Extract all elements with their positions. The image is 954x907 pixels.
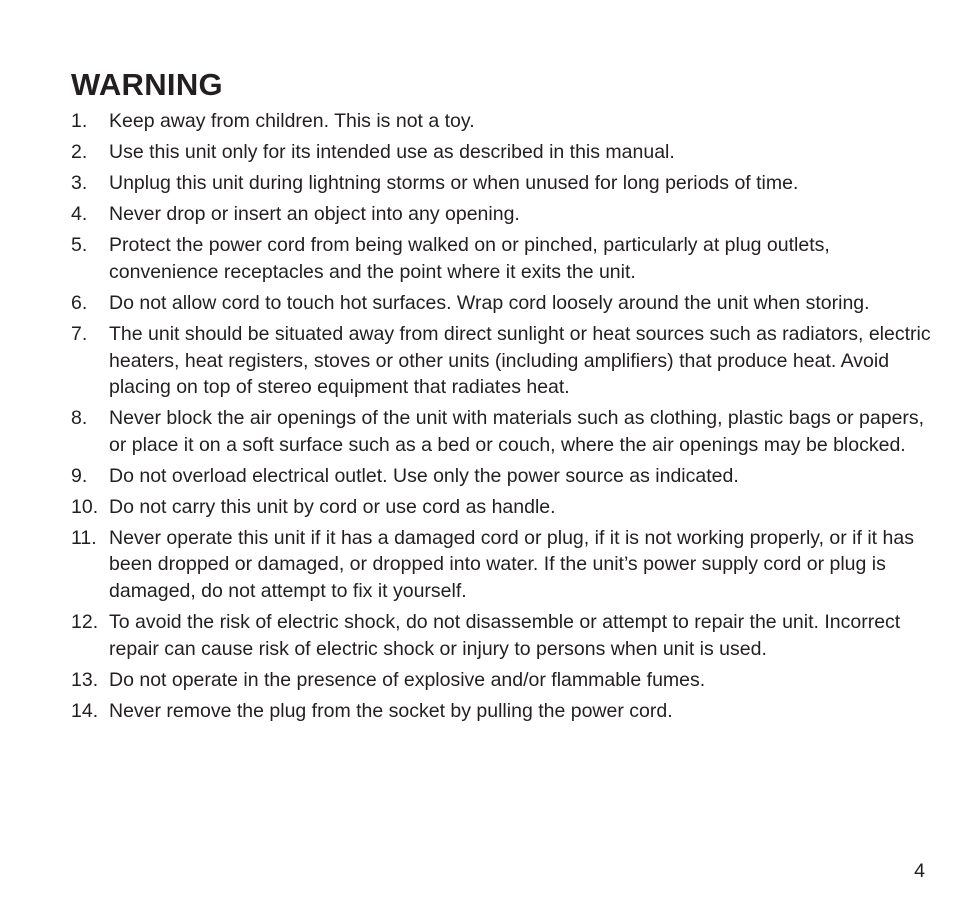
- list-item: [71, 139, 941, 166]
- list-item: [71, 698, 941, 725]
- item-text: Do not operate in the presence of explosive and/or flammable fumes.: [109, 668, 706, 691]
- list-item: [71, 609, 941, 662]
- list-item: [71, 201, 941, 228]
- item-text: Unplug this unit during lightning storms or when unused for long periods of time.: [109, 172, 799, 195]
- list-item: [71, 170, 941, 197]
- item-number: 12.: [71, 611, 99, 634]
- item-text: Never block the air openings of the unit with materials such as clothing, plastic bags or papers, or place it on a soft surface such as a bed or couch, where the air openings may be blocked.: [109, 407, 925, 456]
- list-item: [71, 321, 941, 401]
- item-number: 9.: [71, 464, 88, 487]
- list-item: [71, 463, 941, 490]
- item-number: 2.: [71, 141, 88, 164]
- item-text: Never drop or insert an object into any opening.: [109, 203, 520, 226]
- item-number: 6.: [71, 291, 88, 314]
- item-number: 4.: [71, 203, 88, 226]
- warning-list: [71, 108, 941, 729]
- list-item: [71, 232, 941, 285]
- item-text: Keep away from children. This is not a toy.: [109, 110, 475, 132]
- item-text: To avoid the risk of electric shock, do not disassemble or attempt to repair the unit. Incorrect repair can cause risk of electric shock or injury to persons when unit is used.: [109, 611, 901, 660]
- list-item: [71, 494, 941, 521]
- item-number: 8.: [71, 407, 88, 430]
- list-item: [71, 525, 941, 605]
- item-number: 3.: [71, 172, 88, 195]
- item-number: 7.: [71, 323, 88, 346]
- item-text: Do not overload electrical outlet. Use only the power source as indicated.: [109, 464, 739, 487]
- list-item: [71, 405, 941, 458]
- item-number: 5.: [71, 234, 88, 257]
- item-number: 1.: [71, 110, 88, 132]
- item-number: 13.: [71, 668, 99, 691]
- page-number: 4: [914, 860, 925, 882]
- item-number: 10.: [71, 495, 99, 518]
- item-number: 14.: [71, 699, 99, 722]
- item-number: 11.: [71, 526, 97, 549]
- warning-heading: WARNING: [71, 67, 223, 102]
- list-item: [71, 667, 941, 694]
- list-item: [71, 108, 941, 135]
- item-text: Do not carry this unit by cord or use cord as handle.: [109, 495, 556, 518]
- item-text: Use this unit only for its intended use as described in this manual.: [109, 141, 675, 164]
- item-text: The unit should be situated away from direct sunlight or heat sources such as radiators, electric heaters, heat registers, stoves or other units (including amplifiers) that produce heat. Avoid placing on top of stereo equipment that radiates heat.: [109, 323, 931, 399]
- item-text: Never remove the plug from the socket by pulling the power cord.: [109, 699, 673, 722]
- item-text: Do not allow cord to touch hot surfaces. Wrap cord loosely around the unit when storing.: [109, 291, 870, 314]
- item-text: Never operate this unit if it has a damaged cord or plug, if it is not working properly, or if it has been dropped or damaged, or dropped into water. If the unit’s power supply cord or plug is damaged, do not attempt to fix it yourself.: [109, 526, 914, 602]
- item-text: Protect the power cord from being walked on or pinched, particularly at plug outlets, convenience receptacles and the point where it exits the unit.: [109, 234, 830, 283]
- list-item: [71, 290, 941, 317]
